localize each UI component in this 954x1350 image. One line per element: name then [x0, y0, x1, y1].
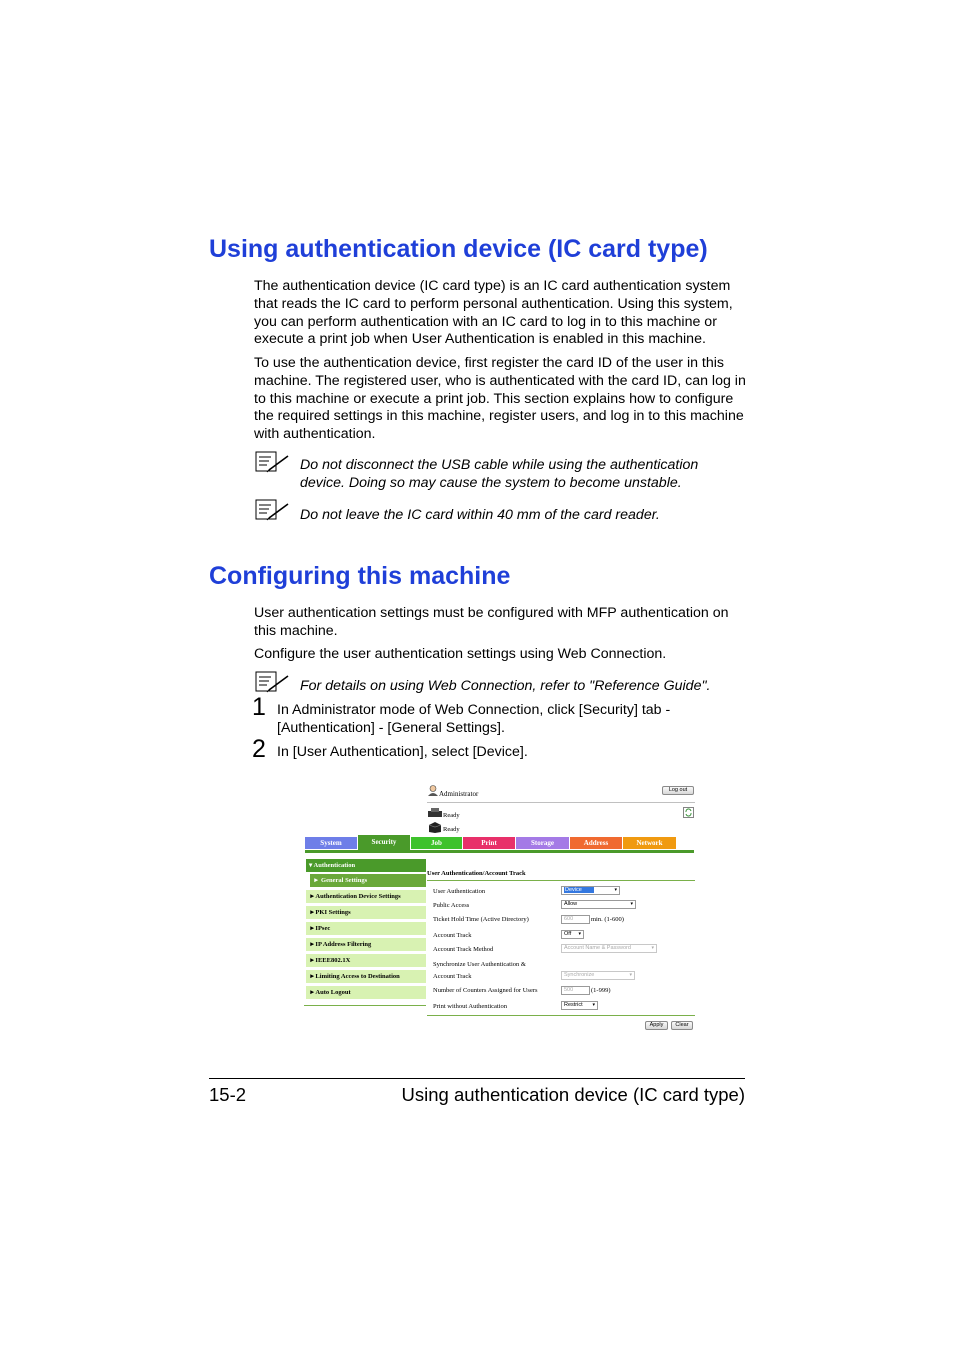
paragraph: User authentication settings must be configured with MFP authentication on this machine.: [254, 605, 729, 639]
sidebar-divider: [304, 1005, 426, 1006]
tab-address[interactable]: Address: [570, 837, 622, 849]
chevron-down-icon: ▾: [629, 972, 632, 978]
footer-rule: [209, 1078, 745, 1079]
device-icon: [427, 821, 443, 833]
account-track-value: Off: [564, 931, 572, 937]
sidebar-item-general-settings[interactable]: ► General Settings: [310, 874, 426, 887]
section-heading: Configuring this machine: [209, 562, 511, 590]
section-heading: Using authentication device (IC card type): [209, 235, 708, 263]
note-text: For details on using Web Connection, refer to "Reference Guide".: [300, 678, 711, 694]
ticket-hold-time-label: Ticket Hold Time (Active Directory): [433, 916, 529, 923]
counters-label: Number of Counters Assigned for Users: [433, 987, 538, 994]
print-without-auth-label: Print without Authentication: [433, 1003, 508, 1010]
chevron-down-icon: ▾: [614, 887, 617, 893]
account-track-method-label: Account Track Method: [433, 946, 494, 953]
admin-label: Administrator: [439, 790, 479, 798]
sidebar-item-ip-address-filtering[interactable]: ►IP Address Filtering: [306, 938, 426, 951]
synchronize-label: Synchronize User Authentication &: [433, 961, 526, 968]
status-ready: Ready: [443, 826, 460, 833]
public-access-value: Allow: [564, 901, 578, 907]
sidebar-item-ipsec[interactable]: ►IPsec: [306, 922, 426, 935]
note-icon: [255, 671, 289, 693]
ticket-hold-time-unit: min. (1-600): [591, 916, 624, 923]
chevron-down-icon: ▾: [630, 901, 633, 907]
apply-button[interactable]: Apply: [645, 1021, 668, 1030]
form-divider: [427, 880, 695, 881]
footer-title: Using authentication device (IC card type): [401, 1084, 745, 1105]
print-without-auth-select[interactable]: [561, 1001, 598, 1010]
step-number: 2: [252, 735, 266, 763]
synchronize-value: Synchronize: [564, 972, 595, 978]
user-authentication-select[interactable]: [561, 886, 620, 895]
note-text: Do not disconnect the USB cable while using the authentication device. Doing so may cause the system to become unstable.: [300, 457, 699, 491]
account-track-select[interactable]: [561, 930, 584, 939]
header-divider: [427, 802, 695, 803]
ticket-hold-time-input[interactable]: 600: [561, 915, 590, 924]
refresh-icon[interactable]: [683, 807, 694, 818]
step-number: 1: [252, 693, 266, 721]
counters-unit: (1-999): [591, 987, 611, 994]
form-title: User Authentication/Account Track: [427, 870, 526, 877]
paragraph: Configure the user authentication settings using Web Connection.: [254, 646, 667, 662]
public-access-select[interactable]: [561, 900, 636, 909]
account-track-method-select[interactable]: [561, 944, 657, 953]
chevron-down-icon: ▾: [651, 945, 654, 951]
tab-job[interactable]: Job: [411, 837, 462, 849]
chevron-down-icon: ▾: [592, 1002, 595, 1008]
paragraph: The authentication device (IC card type) is an IC card authentication system that reads the IC card to perform personal authentication. Using this system, you can perform authentication with an IC card to log in to this machine or execute a print job when User Authentication is enabled in this machine.: [254, 278, 733, 348]
note-icon: [255, 451, 289, 473]
synchronize-select[interactable]: [561, 971, 635, 980]
account-track-method-value: Account Name & Password: [564, 945, 631, 951]
sidebar-item-authentication-device-settings[interactable]: ►Authentication Device Settings: [306, 890, 426, 903]
public-access-label: Public Access: [433, 902, 470, 909]
note-text: Do not leave the IC card within 40 mm of the card reader.: [300, 507, 660, 523]
note-icon: [255, 499, 289, 521]
tab-underline: [305, 850, 694, 853]
sidebar-header-authentication[interactable]: ▾ Authentication: [306, 859, 426, 872]
web-connection-screenshot: [303, 782, 696, 1034]
tab-print[interactable]: Print: [463, 837, 515, 849]
tab-storage[interactable]: Storage: [516, 837, 569, 849]
tab-network[interactable]: Network: [623, 837, 676, 849]
sidebar-item-limiting-access[interactable]: ►Limiting Access to Destination: [306, 970, 426, 983]
step-text: In Administrator mode of Web Connection, click [Security] tab - [Authentication] - [General Settings].: [277, 702, 671, 736]
chevron-down-icon: ▾: [578, 931, 581, 937]
user-authentication-label: User Authentication: [433, 888, 486, 895]
page-number: 15-2: [209, 1084, 247, 1105]
sidebar-item-ieee8021x[interactable]: ►IEEE802.1X: [306, 954, 426, 967]
tab-security[interactable]: Security: [358, 835, 410, 850]
user-authentication-value: Device: [564, 887, 594, 893]
tab-system[interactable]: System: [305, 837, 357, 849]
account-track-label: Account Track: [433, 932, 472, 939]
clear-button[interactable]: Clear: [671, 1021, 693, 1030]
logout-button[interactable]: Log out: [662, 786, 694, 795]
counters-input[interactable]: 500: [561, 986, 590, 995]
status-ready: Ready: [443, 812, 460, 819]
synchronize-label-line2: Account Track: [433, 973, 472, 980]
printer-icon: [427, 808, 443, 818]
paragraph: To use the authentication device, first register the card ID of the user in this machine. The registered user, who is authenticated with the card ID, can log in to this machine or execute a print job. This section explains how to configure the required settings in this machine, register users, and log in to this machine with authentication.: [254, 355, 746, 443]
print-without-auth-value: Restrict: [564, 1002, 583, 1008]
sidebar-item-pki-settings[interactable]: ►PKI Settings: [306, 906, 426, 919]
sidebar-item-auto-logout[interactable]: ►Auto Logout: [306, 986, 426, 999]
form-bottom-divider: [427, 1015, 695, 1016]
step-text: In [User Authentication], select [Device].: [277, 744, 528, 760]
